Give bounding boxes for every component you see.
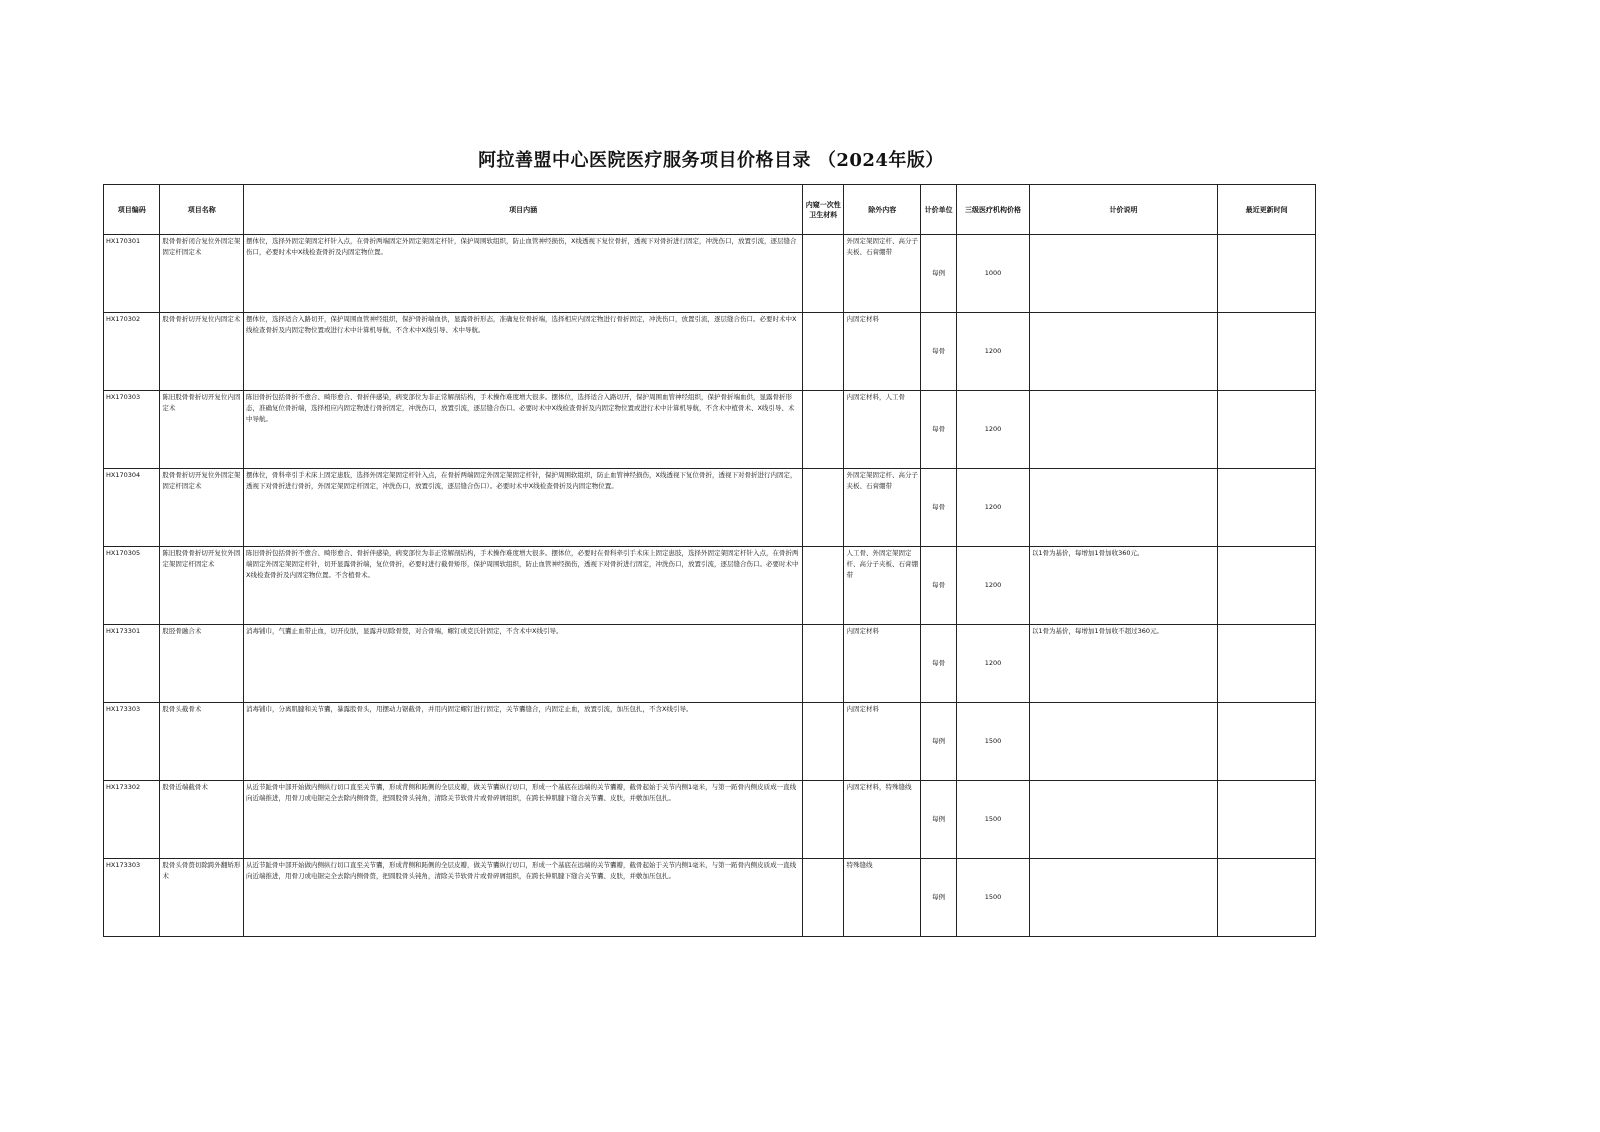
cell-exclusion: 外固定架固定杆、高分子夹板、石膏绷带 xyxy=(844,469,921,547)
header-note: 计价说明 xyxy=(1029,185,1217,235)
cell-note xyxy=(1029,235,1217,313)
cell-name: 陈旧股骨骨折切开复位内固定术 xyxy=(160,391,244,469)
cell-unit: 每骨 xyxy=(921,313,957,391)
cell-unit: 每骨 xyxy=(921,625,957,703)
cell-updated xyxy=(1218,859,1316,937)
cell-name: 股胫骨融合术 xyxy=(160,625,244,703)
cell-disposable xyxy=(803,313,844,391)
cell-unit: 每例 xyxy=(921,235,957,313)
cell-code: HX173303 xyxy=(104,703,160,781)
cell-exclusion: 内固定材料 xyxy=(844,313,921,391)
cell-disposable xyxy=(803,859,844,937)
cell-code: HX170303 xyxy=(104,391,160,469)
cell-price: 1500 xyxy=(957,781,1030,859)
table-row xyxy=(104,859,1316,937)
cell-code: HX173303 xyxy=(104,859,160,937)
header-code: 项目编码 xyxy=(104,185,160,235)
table-row xyxy=(104,703,1316,781)
cell-updated xyxy=(1218,313,1316,391)
cell-updated xyxy=(1218,703,1316,781)
cell-unit: 每骨 xyxy=(921,547,957,625)
cell-note xyxy=(1029,391,1217,469)
cell-updated xyxy=(1218,469,1316,547)
cell-unit: 每例 xyxy=(921,859,957,937)
header-name: 项目名称 xyxy=(160,185,244,235)
cell-name: 股骨骨折切开复位内固定术 xyxy=(160,313,244,391)
cell-price: 1500 xyxy=(957,859,1030,937)
cell-price: 1200 xyxy=(957,469,1030,547)
page-title: 阿拉善盟中心医院医疗服务项目价格目录 （2024年版） xyxy=(478,150,944,171)
table-row xyxy=(104,313,1316,391)
cell-name: 股骨头骨赘切除跨外翻矫形术 xyxy=(160,859,244,937)
table-row xyxy=(104,781,1316,859)
cell-content: 摆体位，选择外固定架固定杆针入点，在骨折两端固定外固定架固定杆针，保护周围软组织，防止血管神经损伤，X线透视下复位骨折，透视下对骨折进行固定，冲洗伤口，放置引流，逐层缝合伤口，必要时术中X线检查骨折及内固定物位置。 xyxy=(244,235,803,313)
cell-disposable xyxy=(803,391,844,469)
cell-name: 股骨骨折闭合复位外固定架固定杆固定术 xyxy=(160,235,244,313)
cell-content: 消毒铺巾，气囊止血带止血，切开皮肤，显露并切除骨赘，对合骨端，螺钉或克氏针固定，不含术中X线引导。 xyxy=(244,625,803,703)
header-price: 三级医疗机构价格 xyxy=(957,185,1030,235)
cell-updated xyxy=(1218,625,1316,703)
cell-code: HX170302 xyxy=(104,313,160,391)
header-content: 项目内涵 xyxy=(244,185,803,235)
cell-name: 股骨头截骨术 xyxy=(160,703,244,781)
cell-price: 1200 xyxy=(957,547,1030,625)
price-catalog-table xyxy=(103,184,1316,937)
table-row xyxy=(104,547,1316,625)
cell-content: 消毒铺巾，分离肌腱和关节囊，暴露股骨头，用摆动力锯截骨，并用内固定螺钉进行固定，关节囊缝合，内固定止血，放置引流，加压包扎，不含X线引导。 xyxy=(244,703,803,781)
cell-content: 摆体位，骨科牵引手术床上固定患肢，选择外固定架固定杆针入点，在骨折两端固定外固定架固定杆针，保护周围软组织，防止血管神经损伤，X线透视下复位骨折，透视下对骨折进行内固定，透视下对骨折进行骨折，外固定架固定杆固定，冲洗伤口，放置引流，逐层缝合伤口）。必要时术中X线检查骨折及内固定物位置。 xyxy=(244,469,803,547)
cell-updated xyxy=(1218,781,1316,859)
cell-name: 股骨近端截骨术 xyxy=(160,781,244,859)
cell-code: HX170304 xyxy=(104,469,160,547)
cell-disposable xyxy=(803,235,844,313)
cell-name: 陈旧股骨骨折切开复位外固定架固定杆固定术 xyxy=(160,547,244,625)
cell-content: 从近节趾骨中部开始做内侧纵行切口直至关节囊，形成背侧和跖侧的全层皮瓣，做关节囊纵行切口，形成一个基底在远端的关节囊瓣，截骨起始于关节内侧1毫米，与第一跖骨内侧皮质成一直线向近端推进，用骨刀或电锯完全去除内侧骨赘，把圆股骨头钝角，清除关节软骨片或骨碎屑组织，在跨长伸肌腱下缝合关节囊、皮肤，并敷加压包扎。 xyxy=(244,781,803,859)
cell-code: HX170305 xyxy=(104,547,160,625)
table-row xyxy=(104,235,1316,313)
cell-price: 1200 xyxy=(957,313,1030,391)
cell-code: HX170301 xyxy=(104,235,160,313)
cell-exclusion: 人工骨、外固定架固定杆、高分子夹板、石膏绷带 xyxy=(844,547,921,625)
table-header-row xyxy=(104,185,1316,235)
cell-code: HX173301 xyxy=(104,625,160,703)
cell-disposable xyxy=(803,703,844,781)
header-updated: 最近更新时间 xyxy=(1218,185,1316,235)
cell-exclusion: 内固定材料，人工骨 xyxy=(844,391,921,469)
cell-updated xyxy=(1218,391,1316,469)
cell-updated xyxy=(1218,547,1316,625)
cell-exclusion: 特殊缝线 xyxy=(844,859,921,937)
cell-updated xyxy=(1218,235,1316,313)
cell-disposable xyxy=(803,547,844,625)
cell-exclusion: 外固定架固定杆、高分子夹板、石膏绷带 xyxy=(844,235,921,313)
table-row xyxy=(104,391,1316,469)
cell-price: 1200 xyxy=(957,625,1030,703)
cell-disposable xyxy=(803,469,844,547)
cell-unit: 每例 xyxy=(921,703,957,781)
header-disposable: 内窥一次性卫生材料 xyxy=(803,185,844,235)
cell-content: 陈旧骨折包括骨折不愈合、畸形愈合、骨折伴感染，病变部位为非正常解剖结构，手术操作难度增大很多。摆体位，必要时在骨科牵引手术床上固定患肢，选择外固定架固定杆针入点，在骨折两端固定外固定架固定杆针，切开显露骨折端，复位骨折，必要时进行截骨矫形，保护周围软组织，防止血管神经损伤，透视下对骨折进行固定，冲洗伤口，放置引流，逐层缝合伤口。必要时术中X线检查骨折及内固定物位置。不含植骨术。 xyxy=(244,547,803,625)
cell-price: 1500 xyxy=(957,703,1030,781)
cell-unit: 每骨 xyxy=(921,469,957,547)
cell-note: 以1骨为基价，每增加1骨加收360元。 xyxy=(1029,547,1217,625)
cell-note xyxy=(1029,703,1217,781)
header-unit: 计价单位 xyxy=(921,185,957,235)
cell-note xyxy=(1029,859,1217,937)
header-exclusion: 除外内容 xyxy=(844,185,921,235)
table-row xyxy=(104,469,1316,547)
cell-disposable xyxy=(803,781,844,859)
cell-note xyxy=(1029,469,1217,547)
cell-note xyxy=(1029,781,1217,859)
cell-code: HX173302 xyxy=(104,781,160,859)
cell-disposable xyxy=(803,625,844,703)
cell-exclusion: 内固定材料，特殊缝线 xyxy=(844,781,921,859)
cell-unit: 每例 xyxy=(921,781,957,859)
cell-price: 1200 xyxy=(957,391,1030,469)
cell-note: 以1骨为基价，每增加1骨加收不超过360元。 xyxy=(1029,625,1217,703)
cell-unit: 每骨 xyxy=(921,391,957,469)
cell-content: 陈旧骨折包括骨折不愈合、畸形愈合、骨折伴感染，病变部位为非正常解剖结构，手术操作难度增大很多。摆体位，选择适合入路切开，保护周围血管神经组织，保护骨折端血供，显露骨折形态，准确复位骨折端，选择相应内固定物进行骨折固定，冲洗伤口，放置引流，逐层缝合伤口。必要时术中X线检查骨折及内固定物位置或进行术中计算机导航，不含术中植骨术、X线引导、术中导航。 xyxy=(244,391,803,469)
cell-content: 摆体位，选择适合入路切开，保护周围血管神经组织，保护骨折端血供，显露骨折形态，准确复位骨折端，选择相应内固定物进行骨折固定，冲洗伤口，放置引流，逐层缝合伤口。必要时术中X线检查骨折及内固定物位置或进行术中计算机导航，不含术中X线引导、术中导航。 xyxy=(244,313,803,391)
cell-note xyxy=(1029,313,1217,391)
table-row xyxy=(104,625,1316,703)
cell-exclusion: 内固定材料 xyxy=(844,625,921,703)
cell-name: 股骨骨折切开复位外固定架固定杆固定术 xyxy=(160,469,244,547)
cell-content: 从近节趾骨中部开始做内侧纵行切口直至关节囊，形成背侧和跖侧的全层皮瓣，做关节囊纵行切口，形成一个基底在远端的关节囊瓣，截骨起始于关节内侧1毫米，与第一跖骨内侧皮质成一直线向近端推进，用骨刀或电锯完全去除内侧骨赘，把圆股骨头钝角，清除关节软骨片或骨碎屑组织，在跨长伸肌腱下缝合关节囊、皮肤，并敷加压包扎。 xyxy=(244,859,803,937)
cell-exclusion: 内固定材料 xyxy=(844,703,921,781)
cell-price: 1000 xyxy=(957,235,1030,313)
